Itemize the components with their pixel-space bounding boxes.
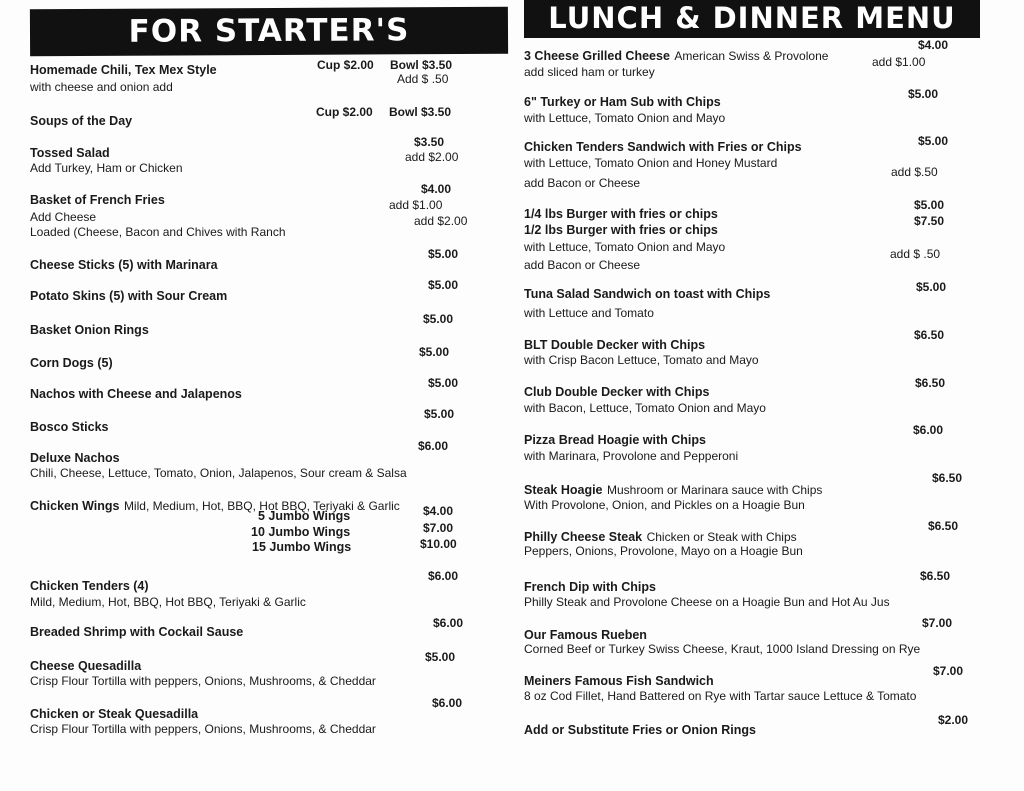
cup-price: Cup $2.00	[316, 105, 373, 119]
lunch-dinner-title: LUNCH & DINNER MENU	[524, 0, 980, 38]
item-desc: Philly Steak and Provolone Cheese on a Hoagie Bun and Hot Au Jus	[524, 595, 890, 609]
price: $5.00	[428, 247, 459, 261]
price: $5.00	[428, 376, 459, 390]
item-name: Bosco Sticks	[30, 420, 109, 434]
price: $5.00	[424, 407, 455, 421]
item-desc: Crisp Flour Tortilla with peppers, Onions, Mushrooms, & Cheddar	[30, 674, 376, 688]
item-name: 1/4 lbs Burger with fries or chips	[524, 207, 718, 221]
item-desc: with Marinara, Provolone and Pepperoni	[524, 449, 739, 463]
price: $5.00	[423, 312, 454, 326]
add-price: add $1.00	[389, 198, 443, 212]
item-name: Potato Skins (5) with Sour Cream	[30, 289, 228, 303]
price: $4.00	[918, 38, 949, 52]
price: $6.00	[913, 423, 944, 437]
item-desc: With Provolone, Onion, and Pickles on a Hoagie Bun	[524, 498, 805, 512]
item-name: Tuna Salad Sandwich on toast with Chips	[524, 287, 771, 301]
item-name: French Dip with Chips	[524, 580, 656, 594]
price: $6.50	[928, 519, 959, 533]
item-extra: Chicken or Steak with Chips	[646, 530, 797, 544]
price: $6.50	[920, 569, 951, 583]
item-name: Homemade Chili, Tex Mex Style	[30, 63, 217, 77]
wing-size: 15 Jumbo Wings	[252, 540, 352, 554]
item-name: Chicken or Steak Quesadilla	[30, 707, 199, 721]
item-name: 1/2 lbs Burger with fries or chips	[524, 223, 718, 237]
item-name: Cheese Quesadilla	[30, 659, 142, 673]
starters-title: FOR STARTER'S	[30, 7, 508, 57]
price: $5.00	[425, 650, 456, 664]
item-desc: Corned Beef or Turkey Swiss Cheese, Kraut, 1000 Island Dressing on Rye	[524, 642, 921, 656]
item-desc: Chili, Cheese, Lettuce, Tomato, Onion, Jalapenos, Sour cream & Salsa	[30, 466, 407, 480]
add-price: Add $ .50	[397, 72, 449, 86]
add-price: add $.50	[891, 165, 938, 179]
price: $5.00	[908, 87, 939, 101]
wing-price: $7.00	[423, 521, 454, 535]
item-name: Soups of the Day	[30, 114, 133, 128]
item-desc: Loaded (Cheese, Bacon and Chives with Ranch	[30, 225, 286, 239]
item-name: BLT Double Decker with Chips	[524, 338, 706, 352]
item-name: Pizza Bread Hoagie with Chips	[524, 433, 706, 447]
price: $5.00	[914, 198, 945, 212]
item-name: Steak Hoagie	[524, 483, 603, 497]
item-name: Nachos with Cheese and Jalapenos	[30, 387, 242, 401]
item-desc: 8 oz Cod Fillet, Hand Battered on Rye with Tartar sauce Lettuce & Tomato	[524, 689, 917, 703]
wing-size: 5 Jumbo Wings	[258, 509, 351, 523]
price: $7.00	[933, 664, 964, 678]
item-name: 3 Cheese Grilled Cheese	[524, 49, 670, 63]
item-desc: with Lettuce, Tomato Onion and Honey Mustard	[524, 156, 778, 170]
item-desc: Mild, Medium, Hot, BBQ, Hot BBQ, Teriyaki & Garlic	[30, 595, 306, 609]
item-name: 6" Turkey or Ham Sub with Chips	[524, 95, 721, 109]
item-desc: with Crisp Bacon Lettuce, Tomato and Mayo	[524, 353, 759, 367]
price: $5.00	[428, 278, 459, 292]
item-desc: with cheese and onion add	[30, 80, 173, 94]
item-name: Chicken Wings	[30, 499, 120, 513]
price: $6.00	[432, 696, 463, 710]
item-desc: Peppers, Onions, Provolone, Mayo on a Hoagie Bun	[524, 544, 803, 558]
item-name: Our Famous Rueben	[524, 628, 647, 642]
item-name: Chicken Tenders (4)	[30, 579, 149, 593]
add-price: add $2.00	[414, 214, 468, 228]
item-desc: with Bacon, Lettuce, Tomato Onion and Mayo	[524, 401, 766, 415]
item-name: Breaded Shrimp with Cockail Sause	[30, 625, 244, 639]
wing-size: 10 Jumbo Wings	[251, 525, 351, 539]
item-extra: Mushroom or Marinara sauce with Chips	[606, 483, 823, 497]
item-desc: add Bacon or Cheese	[524, 258, 641, 272]
item-name: Deluxe Nachos	[30, 451, 120, 465]
item-name: Basket of French Fries	[30, 193, 165, 207]
item-desc: add Bacon or Cheese	[524, 176, 641, 190]
price: $3.50	[414, 135, 445, 149]
item-name: Add or Substitute Fries or Onion Rings	[524, 723, 756, 737]
wing-price: $10.00	[420, 537, 457, 551]
add-price: add $1.00	[872, 55, 926, 69]
price: $5.00	[918, 134, 949, 148]
starters-section	[30, 0, 508, 736]
item-name: Tossed Salad	[30, 146, 110, 160]
item-desc: Crisp Flour Tortilla with peppers, Onions, Mushrooms, & Cheddar	[30, 722, 376, 736]
item-name: Corn Dogs (5)	[30, 356, 113, 370]
item-desc: Add Turkey, Ham or Chicken	[30, 161, 183, 175]
price: $6.50	[915, 376, 946, 390]
item-name: Philly Cheese Steak	[524, 530, 643, 544]
item-desc: with Lettuce, Tomato Onion and Mayo	[524, 240, 726, 254]
bowl-price: Bowl $3.50	[390, 58, 453, 72]
price: $7.00	[922, 616, 953, 630]
price: $6.00	[428, 569, 459, 583]
item-name: Chicken Tenders Sandwich with Fries or Chips	[524, 140, 802, 154]
price: $6.50	[914, 328, 945, 342]
price: $4.00	[421, 182, 452, 196]
item-desc: Add Cheese	[30, 210, 97, 224]
price: $6.00	[418, 439, 449, 453]
price: $6.50	[932, 471, 963, 485]
price: $6.00	[433, 616, 464, 630]
item-desc: with Lettuce and Tomato	[524, 306, 654, 320]
item-extra: Mild, Medium, Hot, BBQ, Hot BBQ, Teriyaki & Garlic	[123, 499, 400, 513]
item-name: Cheese Sticks (5) with Marinara	[30, 258, 218, 272]
price: $2.00	[938, 713, 969, 727]
item-desc: add sliced ham or turkey	[524, 65, 655, 79]
item-name: Basket Onion Rings	[30, 323, 149, 337]
price: $5.00	[916, 280, 947, 294]
bowl-price: Bowl $3.50	[389, 105, 452, 119]
add-price: add $2.00	[405, 150, 459, 164]
lunch-dinner-section	[524, 0, 980, 737]
item-name: Meiners Famous Fish Sandwich	[524, 674, 714, 688]
item-name: Club Double Decker with Chips	[524, 385, 710, 399]
price: $5.00	[419, 345, 450, 359]
item-desc: with Lettuce, Tomato Onion and Mayo	[524, 111, 726, 125]
item-line	[524, 47, 828, 65]
wing-price: $4.00	[423, 504, 454, 518]
price: $7.50	[914, 214, 945, 228]
cup-price: Cup $2.00	[317, 58, 374, 72]
item-extra: American Swiss & Provolone	[674, 49, 829, 63]
add-price: add $ .50	[890, 247, 941, 261]
